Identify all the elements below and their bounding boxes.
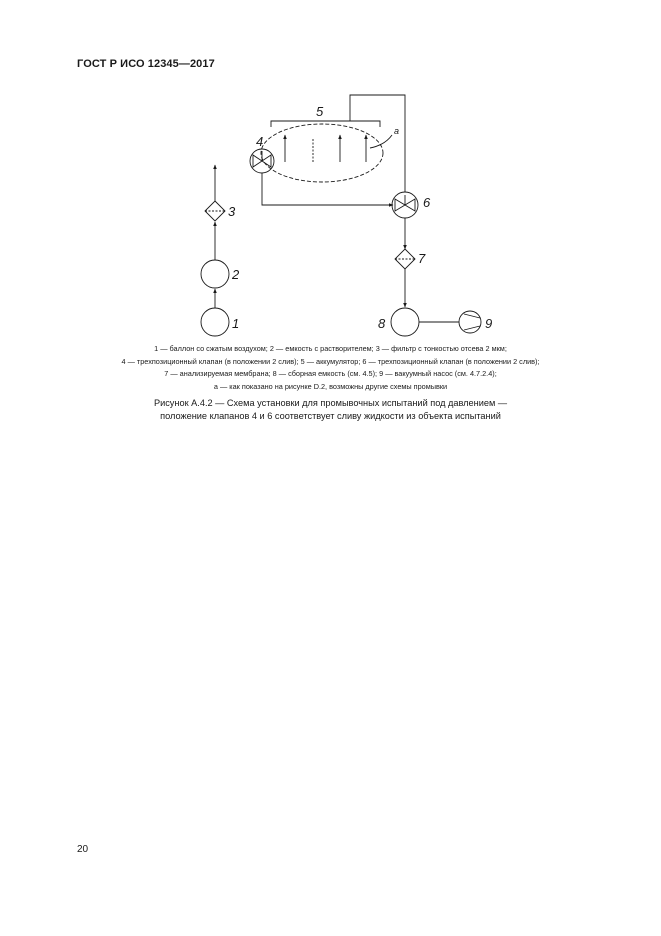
filter-3 (205, 201, 225, 221)
accumulator-5 (261, 124, 383, 182)
label-6: 6 (423, 195, 431, 210)
figure-caption (60, 397, 601, 422)
label-a: a (394, 126, 400, 136)
flushing-setup-diagram (0, 0, 661, 340)
solvent-tank (201, 260, 229, 288)
three-way-valve-4 (250, 149, 274, 173)
label-5: 5 (316, 104, 324, 119)
page-number: 20 (77, 844, 89, 855)
legend-line: 4 — трехпозиционный клапан (в положении 2 слив); 5 — аккумулятор; 6 — трехпозиционный клапан (в положении 2 слив); (121, 356, 540, 366)
label-2: 2 (232, 267, 240, 282)
figure-legend (60, 343, 601, 393)
document-header: ГОСТ Р ИСО 12345—2017 (77, 58, 215, 70)
caption-line: положение клапанов 4 и 6 соответствует сливу жидкости из объекта испытаний (160, 410, 501, 421)
label-7: 7 (418, 251, 426, 266)
label-3: 3 (228, 204, 236, 219)
caption-line: Рисунок А.4.2 — Схема установки для промывочных испытаний под давлением — (153, 398, 508, 408)
compressed-air-cylinder (201, 308, 229, 336)
pipe-4-6 (262, 173, 393, 205)
collection-vessel-8 (391, 308, 419, 336)
legend-line: 7 — анализируемая мембрана; 8 — сборная емкость (см. 4.5); 9 — вакуумный насос (см. 4.7.2.4); (164, 369, 497, 378)
legend-line: 1 — баллон со сжатым воздухом; 2 — емкость с растворителем; 3 — фильтр с тонкостью отсева 2 мкм; (154, 344, 507, 353)
legend-line: a — как показано на рисунке D.2, возможны другие схемы промывки (213, 381, 448, 391)
vacuum-pump-9 (459, 311, 481, 333)
label-1: 1 (232, 316, 240, 331)
label-8: 8 (378, 316, 386, 331)
label-4: 4 (256, 134, 264, 149)
pipe-return (350, 95, 405, 192)
membrane-7 (395, 249, 415, 269)
three-way-valve-6 (392, 192, 418, 218)
label-9: 9 (485, 316, 493, 331)
